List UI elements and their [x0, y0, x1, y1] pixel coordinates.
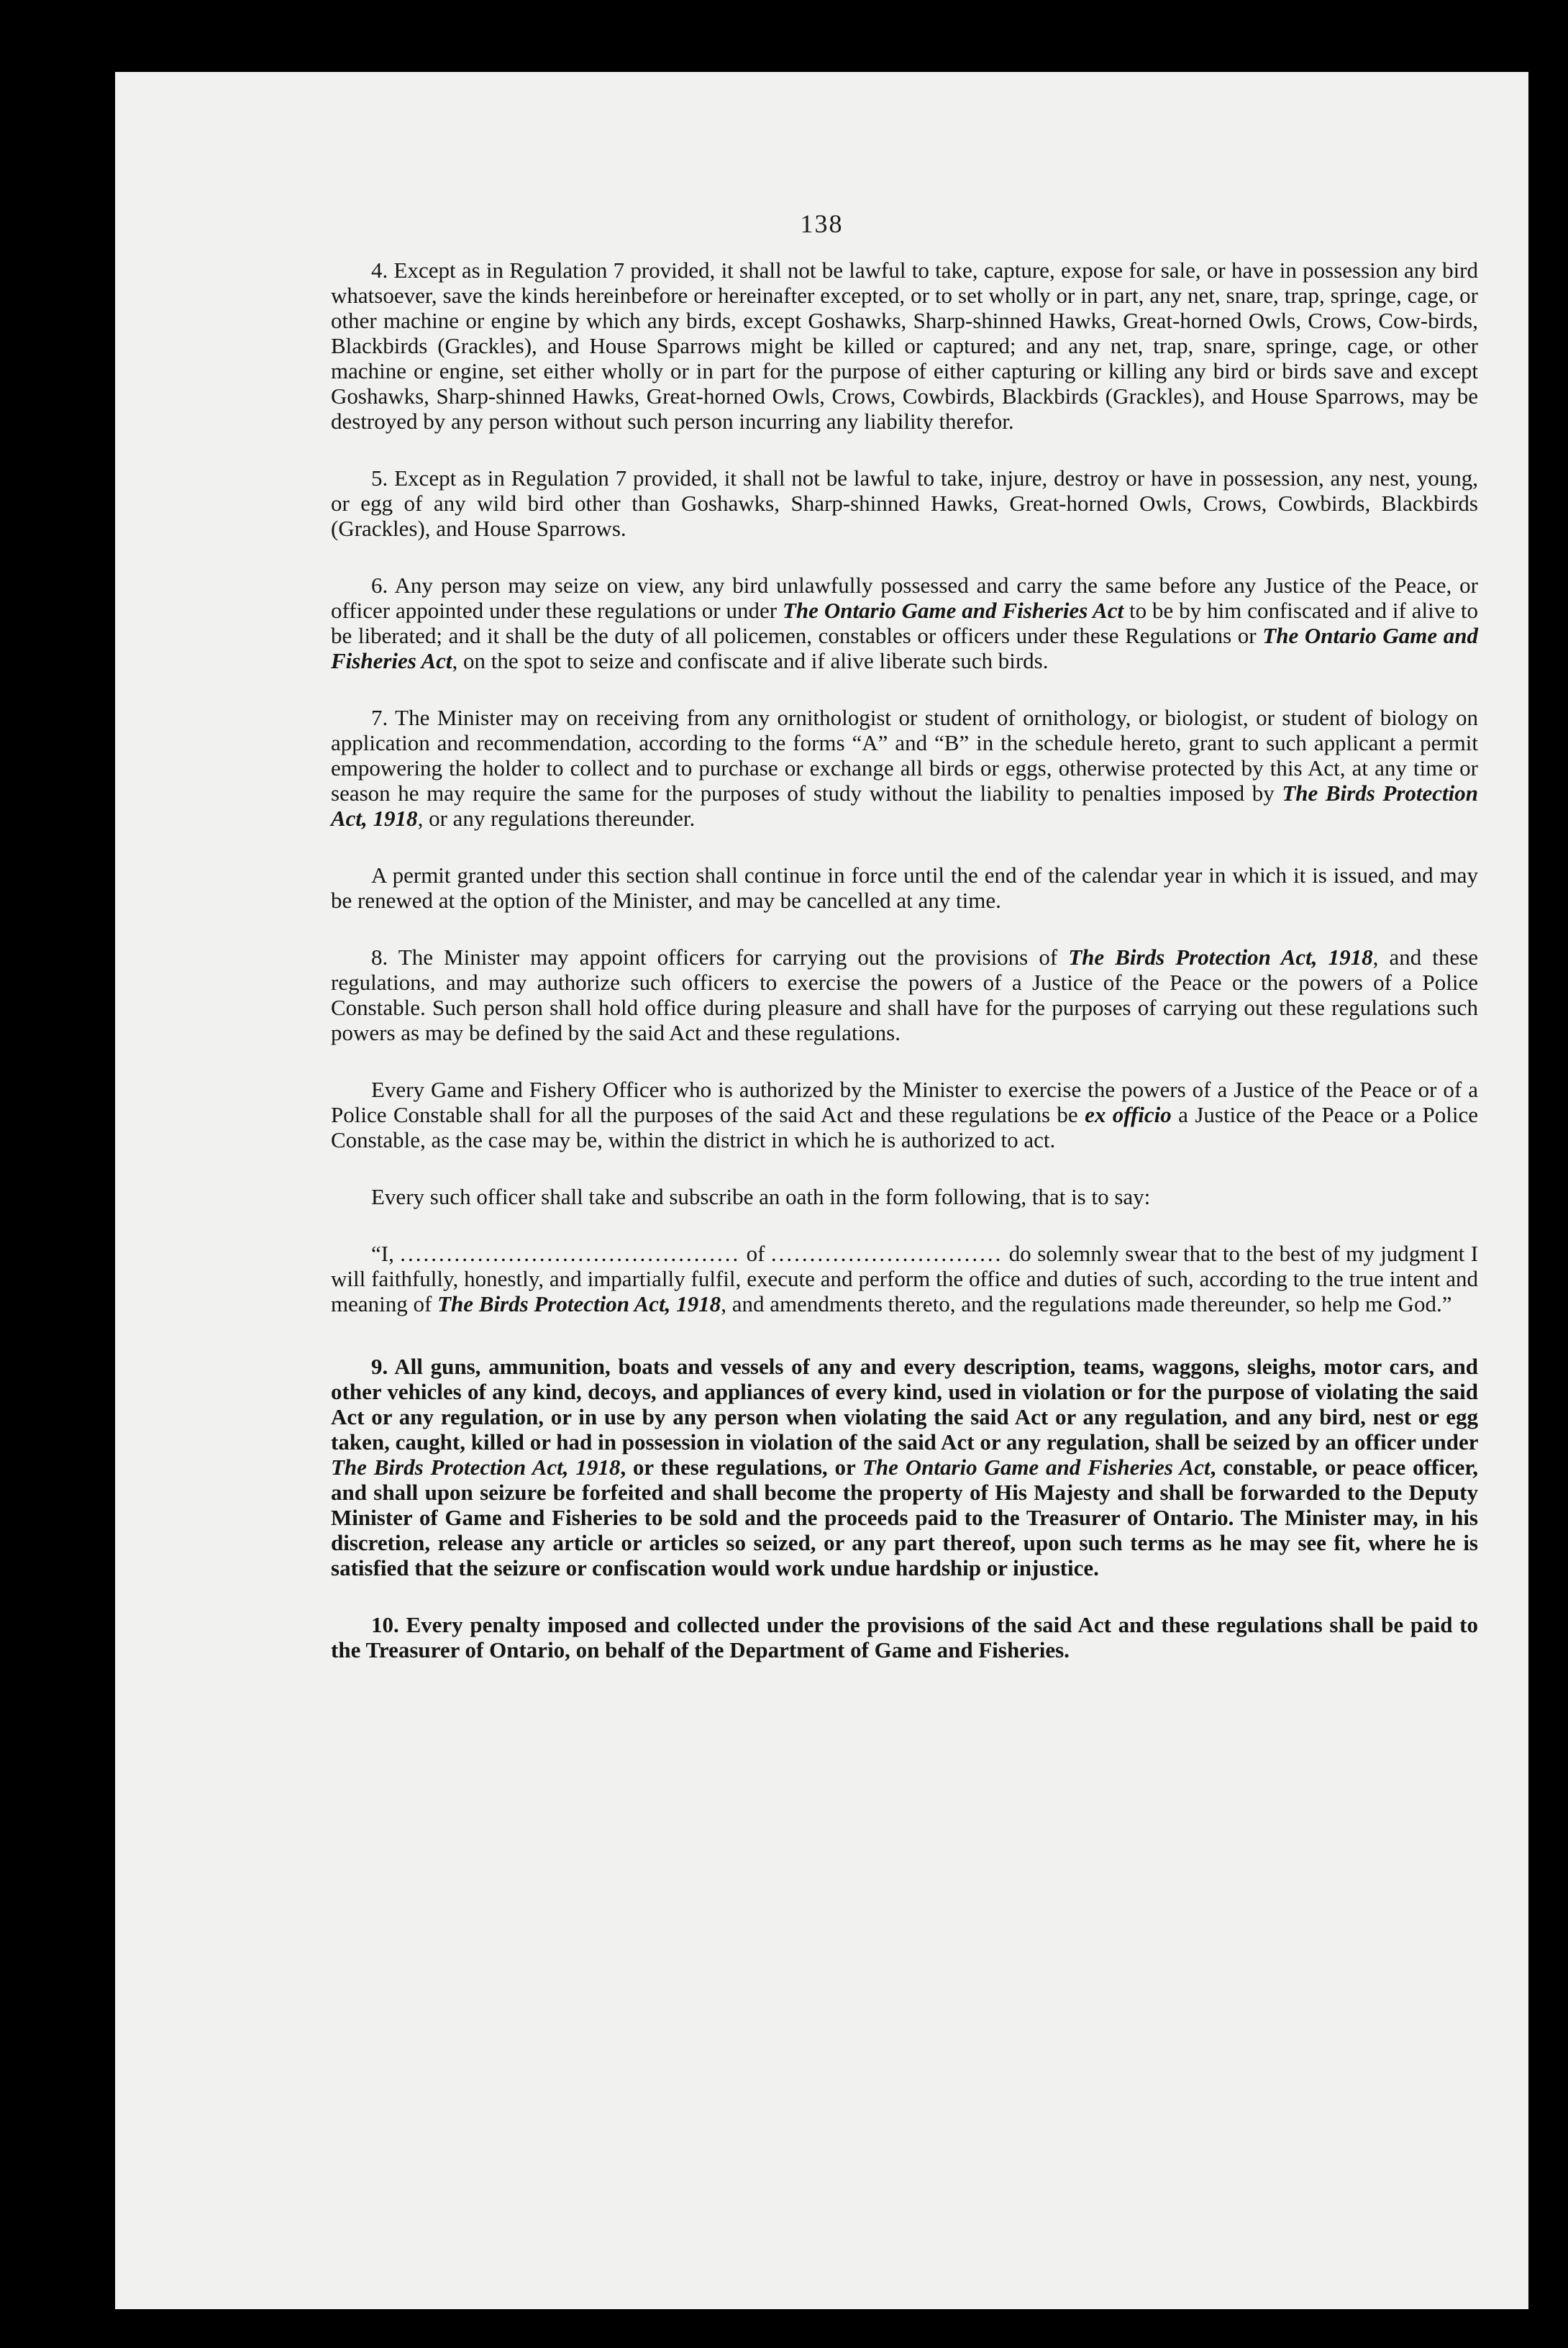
act-title: The Birds Protection Act, 1918 — [1068, 945, 1373, 970]
act-title: The Ontario Game and Fisheries Act — [331, 623, 1478, 673]
officer-text-b: a Justice of the Peace or a Police Constable, as the case may be, within the district in which he is authorized to act. — [331, 1102, 1479, 1152]
oath-text-a: do solemnly swear that to the best of my judgment I will faithfully, honestly, and impartially fulfil, execute and perform the office and duties of such, according to the true intent and meaning of — [331, 1241, 1479, 1316]
oath-text-b: , and amendments thereto, and the regulations made thereunder, so help me God.” — [721, 1291, 1452, 1316]
regulation-5: 5. Except as in Regulation 7 provided, it shall not be lawful to take, injure, destroy or have in possession, any nest, young, or egg of any wild bird other than Goshawks, Sharp-shinned Hawks, Great-horned Owls, Crows, Cowbirds, Blackbirds (Grackles), and House Sparrows. — [331, 465, 1478, 541]
oath-of: of — [746, 1241, 765, 1266]
permit-paragraph: A permit granted under this section shall continue in force until the end of the calendar year in which it is issued, and may be renewed at the option of the Minister, and may be cancelled at any time. — [331, 863, 1478, 913]
regulation-6 — [331, 573, 1478, 673]
regulation-9-text-b: , or these regulations, or — [620, 1455, 862, 1480]
regulation-6-text-b: to be by him confiscated and if alive to be liberated; and it shall be the duty of all policemen, constables or officers under these Regulations or — [331, 598, 1478, 648]
oath-intro: Every such officer shall take and subscribe an oath in the form following, that is to say: — [371, 1184, 1151, 1209]
ex-officio: ex officio — [1085, 1102, 1172, 1127]
oath-text — [331, 1241, 1478, 1316]
oath-open: “I, — [371, 1241, 394, 1266]
regulation-7 — [331, 705, 1478, 831]
regulation-6-text-c: , on the spot to seize and confiscate and if alive liberate such birds. — [452, 648, 1049, 673]
document-body — [331, 258, 1478, 1703]
document-page — [115, 72, 1528, 2309]
act-title: The Birds Protection Act, 1918 — [331, 781, 1478, 831]
act-title: The Birds Protection Act, 1918 — [331, 1455, 621, 1480]
page-number: 138 — [800, 209, 844, 238]
regulation-10: 10. Every penalty imposed and collected under the provisions of the said Act and these regulations shall be paid to the Treasurer of Ontario, on behalf of the Department of Game and Fisheries. — [331, 1612, 1478, 1662]
oath-blank-place: .............................. — [770, 1241, 1003, 1266]
officer-paragraph — [331, 1077, 1478, 1152]
officer-text-a: Every Game and Fishery Officer who is authorized by the Minister to exercise the powers of a Justice of the Peace or of a Police Constable shall for all the purposes of the said Act and these regulations be — [331, 1077, 1478, 1127]
regulation-8-text-a: 8. The Minister may appoint officers for carrying out the provisions of — [371, 945, 1069, 970]
oath-blank-name: ............................................ — [400, 1241, 741, 1266]
regulation-7-text-a: 7. The Minister may on receiving from any ornithologist or student of ornithology, or biologist, or student of biology on application and recommendation, according to the forms “A” and “B” in the schedule hereto, grant to such applicant a permit empowering the holder to collect and to purchase or exchange all birds or eggs, otherwise protected by this Act, at any time or season he may require the same for the purposes of study without the liability to penalties imposed by — [331, 705, 1478, 806]
regulation-6-text-a: 6. Any person may seize on view, any bird unlawfully possessed and carry the same before any Justice of the Peace, or officer appointed under these regulations or under — [331, 573, 1478, 623]
regulation-9 — [331, 1354, 1478, 1580]
act-title: The Ontario Game and Fisheries Act — [862, 1455, 1211, 1480]
regulation-8 — [331, 945, 1478, 1045]
regulation-7-text-b: , or any regulations thereunder. — [417, 806, 696, 831]
act-title: The Ontario Game and Fisheries Act — [783, 598, 1124, 623]
regulation-8-text-b: , and these regulations, and may authorize such officers to exercise the powers of a Justice of the Peace or the powers of a Police Constable. Such person shall hold office during pleasure and shall have for the purposes of carrying out these regulations such powers as may be defined by the said Act and these regulations. — [331, 945, 1478, 1045]
regulation-4: 4. Except as in Regulation 7 provided, it shall not be lawful to take, capture, expose for sale, or have in possession any bird whatsoever, save the kinds hereinbefore or hereinafter excepted, or to set wholly or in part, any net, snare, trap, springe, cage, or other machine or engine by which any birds, except Goshawks, Sharp-shinned Hawks, Great-horned Owls, Crows, Cow-birds, Blackbirds (Grackles), and House Sparrows might be killed or captured; and any net, trap, snare, springe, cage, or other machine or engine, set either wholly or in part for the purpose of either capturing or killing any bird or birds save and except Goshawks, Sharp-shinned Hawks, Great-horned Owls, Crows, Cowbirds, Blackbirds (Grackles), and House Sparrows, may be destroyed by any person without such person incurring any liability therefor. — [331, 258, 1478, 434]
regulation-9-text-c: , constable, or peace officer, and shall upon seizure be forfeited and shall become the property of His Majesty and shall be forwarded to the Deputy Minister of Game and Fisheries to be sold and the proceeds paid to the Treasurer of Ontario. The Minister may, in his discretion, release any article or articles so seized, or any part thereof, upon such terms as he may see fit, where he is satisfied that the seizure or confiscation would work undue hardship or injustice. — [331, 1455, 1478, 1580]
regulation-9-text-a: 9. All guns, ammunition, boats and vessels of any and every description, teams, waggons, sleighs, motor cars, and other vehicles of any kind, decoys, and appliances of every kind, used in violation or for the purpose of violating the said Act or any regulation, or in use by any person when violating the said Act or any regulation, and any bird, nest or egg taken, caught, killed or had in possession in violation of the said Act or any regulation, shall be seized by an officer under — [331, 1354, 1478, 1455]
act-title: The Birds Protection Act, 1918 — [437, 1291, 721, 1316]
